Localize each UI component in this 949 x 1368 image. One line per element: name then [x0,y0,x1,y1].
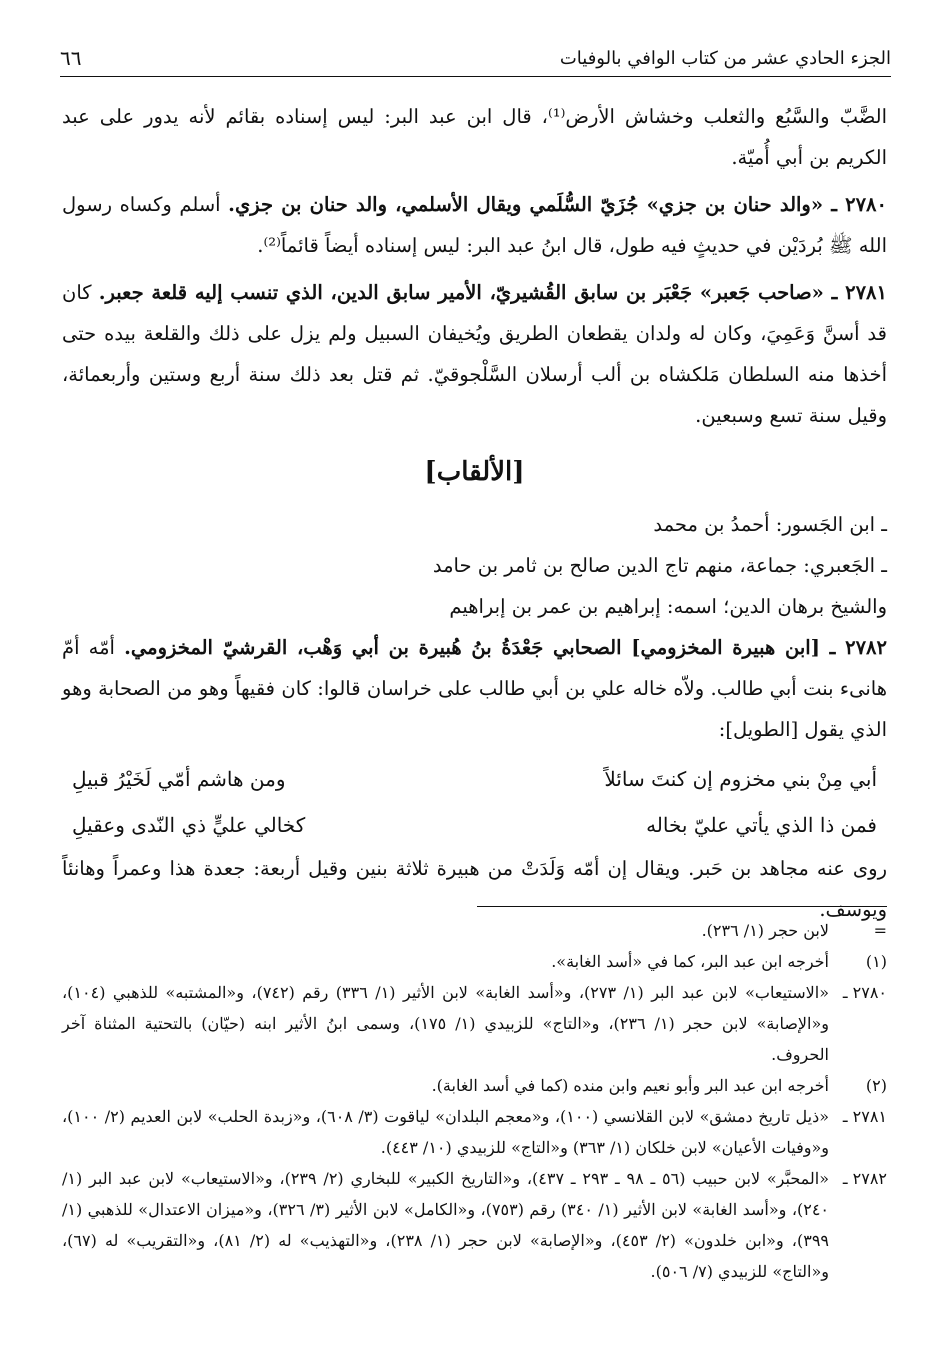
section-title-alqab: [الألقاب] [424,457,525,487]
continuation-paragraph: الضَّبّ والسَّبُع والثعلب وخشاش الأرض⁽¹⁾، قال ابن عبد البر: ليس إسناده بقائم لأنه يدور على عبد الكريم بن أبي أُميّة. [62,105,888,169]
footnote-divider [477,906,887,907]
footnote-number: ٢٧٨٠ ـ [842,983,887,1002]
footnote-number: ٢٧٨٢ ـ [842,1169,887,1188]
entry-2780-heading: ٢٧٨٠ ـ «والد حنان بن جزي» جُزَيّ السُّلَمي ويقال الأسلمي، والد حنان بن جزي. [228,193,887,216]
alqab-line: ـ الجَعبري: جماعة، منهم تاج الدين صالح بن ثامر بن حامد [432,554,887,577]
footnote [62,977,887,1070]
page-number: ٦٦ [60,46,82,70]
footnote [62,1101,887,1163]
alqab-line: والشيخ برهان الدين؛ اسمه: إبراهيم بن عمر بن إبراهيم [449,595,887,618]
verse-first-hemistich: أبي مِنْ بني مخزوم إن كنتَ سائلاً [604,767,877,791]
entry-2781 [62,272,887,436]
footnotes [62,906,887,1287]
footnote-number: = [873,921,887,940]
main-text [62,96,887,936]
header-title: الجزء الحادي عشر من كتاب الوافي بالوفيات [559,47,891,69]
entry-2780 [62,184,887,266]
footnote-text: «الاستيعاب» لابن عبد البر (١/ ٢٧٣)، و«أسد الغابة» لابن الأثير (١/ ٣٣٦) رقم (٧٤٢)، و«المشتبه» للذهبي (١٠٤)، و«الإصابة» لابن حجر (١/ ٢٣٦)، و«التاج» للزبيدي (١/ ١٧٥)، وسمى ابنُ الأثير ابنه (حيّان) بالتحتية المثناة آخر الحروف. [62,983,830,1064]
verse-second-hemistich: كخالي عليٍّ ذي النّدى وعقيلِ [72,813,306,837]
footnote-text: لابن حجر (١/ ٢٣٦). [701,921,829,940]
footnote [62,946,887,977]
entry-2780-text: أسلم وكساه رسول الله ﷺ بُردَيْن في حديثٍ فيه طول، قال ابنُ عبد البر: ليس إسناده أيضاً قائماً⁽²⁾. [62,193,887,257]
poem-verse [72,756,877,802]
entry-2782-text: أمّه أمّ هانىء بنت أبي طالب. ولاّه خاله علي بن أبي طالب على خراسان قالوا: كان فقيهاً وهو من الصحابة وهو الذي يقول [الطويل]: [62,636,887,741]
entry-2782 [62,627,887,750]
footnote [62,1163,887,1287]
running-header [60,40,891,77]
entry-2782-heading: ٢٧٨٢ ـ [ابن هبيرة المخزومي] الصحابي جَعْدَةُ بنُ هُبيرة بن أبي وَهْب، القرشيّ المخزومي. [124,636,888,659]
entry-2782-after: روى عنه مجاهد بن حَبر. ويقال إن أمّه وَلَدَتْ من هبيرة ثلاثة بنين وقيل أربعة: جعدة هذا وعمراً وهانئاً ويوسف. [62,857,887,921]
footnote-text: أخرجه ابن عبد البر وأبو نعيم وابن منده (كما في أسد الغابة). [431,1076,829,1095]
entry-2781-text: كان قد أسنَّ وَعَمِيَ، وكان له ولدان يقطعان الطريق ويُخيفان السبيل ولم يزل على ذلك والقلعة بيده حتى أخذها منه السلطان مَلكشاه بن ألب أرسلان السَّلْجوقيّ. ثم قتل بعد ذلك سنة أربع وستين وأربعمائة، وقيل سنة تسع وسبعين. [62,281,887,427]
alqab-line: ـ ابن الجَسور: أحمدُ بن محمد [653,513,887,536]
verse-second-hemistich: ومن هاشم أمّي لَخَيْرُ قبيلِ [72,767,286,791]
footnote-number: (٢) [865,1076,887,1095]
poem-verse [72,802,877,848]
footnote-text: «المحبَّر» لابن حبيب (٥٦ ـ ٩٨ ـ ٢٩٣ ـ ٤٣٧)، و«التاريخ الكبير» للبخاري (٢/ ٢٣٩)، و«الاستيعاب» لابن عبد البر (١/ ٢٤٠)، و«أسد الغابة» لابن الأثير (١/ ٣٤٠) رقم (٧٥٣)، و«الكامل» لابن الأثير (٣/ ٣٢٦)، و«ميزان الاعتدال» للذهبي (١/ ٣٩٩)، و«ابن خلدون» (٢/ ٤٥٣)، و«الإصابة» لابن حجر (١/ ٢٣٨)، و«التهذيب» له (٢/ ٨١)، و«التقريب» له (٦٧)، و«التاج» للزبيدي (٧/ ٥٠٦). [62,1169,830,1281]
footnote-number: ٢٧٨١ ـ [842,1107,887,1126]
verse-first-hemistich: فمن ذا الذي يأتي عليّ بخاله [646,813,877,837]
footnote-text: «ذيل تاريخ دمشق» لابن القلانسي (١٠٠)، و«معجم البلدان» لياقوت (٣/ ٦٠٨)، و«زبدة الحلب» لابن العديم (٢/ ١٠٠)، و«وفيات الأعيان» لابن خلكان (١/ ٣٦٣) و«التاج» للزبيدي (١٠/ ٤٤٣). [62,1107,830,1157]
footnote [62,1070,887,1101]
entry-2781-heading: ٢٧٨١ ـ «صاحب جَعبر» جَعْبَر بن سابق القُشيريّ، الأمير سابق الدين، الذي تنسب إليه قلعة جعبر. [98,281,887,304]
footnote-text: أخرجه ابن عبد البر، كما في «أسد الغابة». [551,952,829,971]
footnote [62,915,887,946]
footnote-number: (١) [865,952,887,971]
